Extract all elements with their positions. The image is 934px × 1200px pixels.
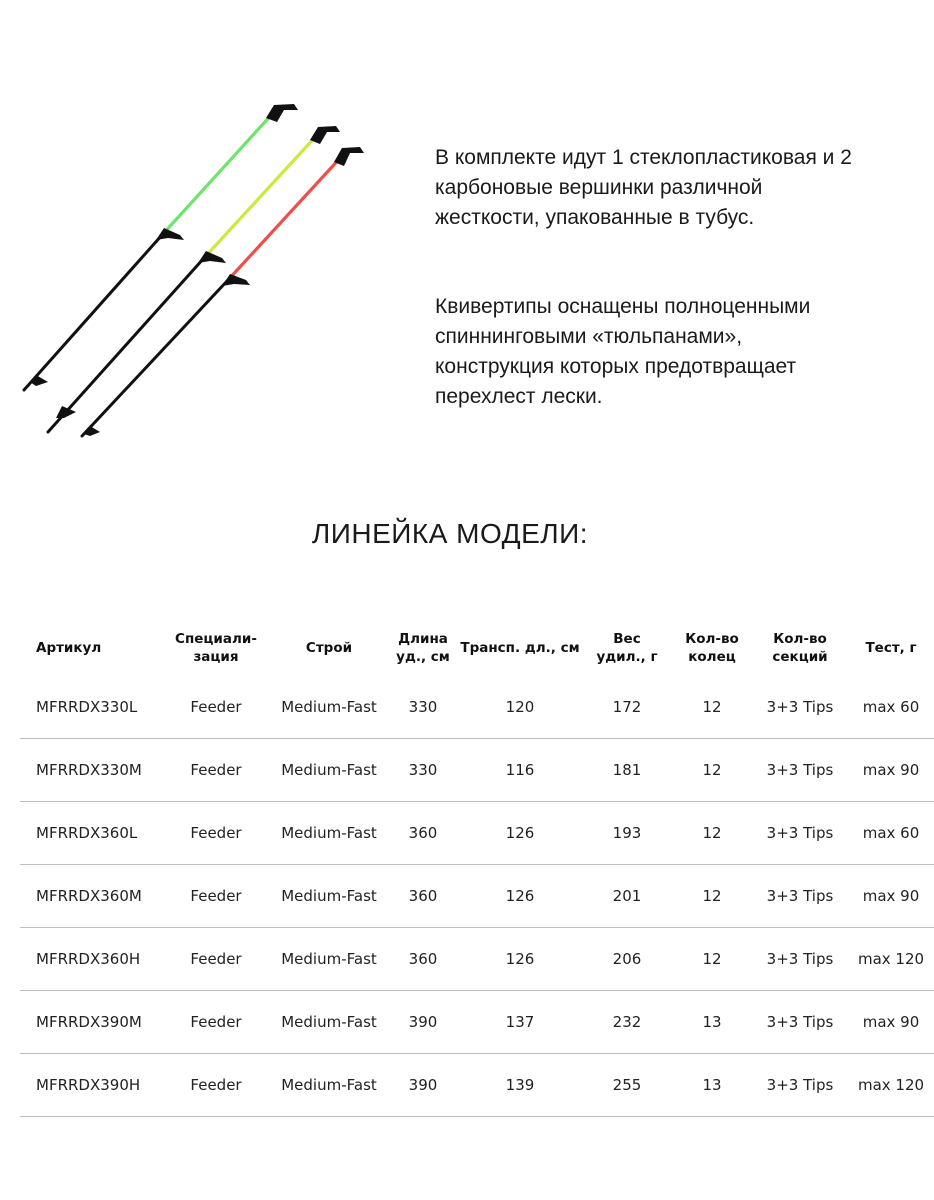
- cell-test: max 120: [848, 928, 934, 991]
- cell-test: max 120: [848, 1054, 934, 1117]
- description-paragraph-2: Квивертипы оснащены полноценными спиннинговыми «тюльпанами», конструкция которых предотвращает перехлест лески.: [435, 295, 811, 408]
- cell-length: 390: [388, 1054, 458, 1117]
- cell-spec: Feeder: [162, 865, 270, 928]
- lineup-title: ЛИНЕЙКА МОДЕЛИ:: [311, 518, 589, 549]
- cell-article: MFRRDX330L: [20, 676, 162, 739]
- cell-rings: 12: [672, 739, 752, 802]
- table-row: [20, 1054, 934, 1117]
- cell-spec: Feeder: [162, 802, 270, 865]
- cell-article: MFRRDX360H: [20, 928, 162, 991]
- cell-article: MFRRDX390H: [20, 1054, 162, 1117]
- header-test: Тест, г: [865, 640, 917, 656]
- cell-weight: 255: [582, 1054, 672, 1117]
- table-row: [20, 991, 934, 1054]
- cell-sections: 3+3 Tips: [752, 676, 848, 739]
- header-article: Артикул: [36, 640, 102, 656]
- cell-sections: 3+3 Tips: [752, 802, 848, 865]
- cell-article: MFRRDX360M: [20, 865, 162, 928]
- cell-transport: 137: [458, 991, 582, 1054]
- cell-length: 360: [388, 802, 458, 865]
- cell-action: Medium-Fast: [270, 739, 388, 802]
- cell-action: Medium-Fast: [270, 991, 388, 1054]
- model-lineup-table: [20, 620, 934, 1117]
- cell-spec: Feeder: [162, 739, 270, 802]
- cell-action: Medium-Fast: [270, 865, 388, 928]
- cell-sections: 3+3 Tips: [752, 991, 848, 1054]
- cell-weight: 172: [582, 676, 672, 739]
- cell-action: Medium-Fast: [270, 676, 388, 739]
- cell-article: MFRRDX390M: [20, 991, 162, 1054]
- cell-rings: 12: [672, 802, 752, 865]
- cell-test: max 60: [848, 802, 934, 865]
- cell-length: 360: [388, 928, 458, 991]
- cell-transport: 139: [458, 1054, 582, 1117]
- table-body: [20, 676, 934, 1117]
- description-paragraph-1: В комплекте идут 1 стеклопластиковая и 2 карбоновые вершинки различной жесткости, упакованные в тубус.: [435, 146, 852, 229]
- cell-weight: 201: [582, 865, 672, 928]
- header-length: Длина уд., см: [396, 631, 450, 665]
- cell-action: Medium-Fast: [270, 802, 388, 865]
- header-weight: Вес удил., г: [596, 631, 658, 665]
- cell-rings: 12: [672, 676, 752, 739]
- header-action: Строй: [305, 640, 353, 656]
- header-sections: Кол-во секций: [772, 631, 828, 665]
- cell-sections: 3+3 Tips: [752, 865, 848, 928]
- table-row: [20, 865, 934, 928]
- table-row: [20, 739, 934, 802]
- table-header-row: [20, 620, 934, 676]
- cell-sections: 3+3 Tips: [752, 928, 848, 991]
- cell-weight: 206: [582, 928, 672, 991]
- cell-weight: 193: [582, 802, 672, 865]
- cell-length: 390: [388, 991, 458, 1054]
- cell-spec: Feeder: [162, 1054, 270, 1117]
- cell-action: Medium-Fast: [270, 928, 388, 991]
- cell-transport: 116: [458, 739, 582, 802]
- cell-spec: Feeder: [162, 991, 270, 1054]
- cell-article: MFRRDX360L: [20, 802, 162, 865]
- cell-rings: 13: [672, 1054, 752, 1117]
- cell-transport: 126: [458, 802, 582, 865]
- quivertip-red: [82, 147, 364, 436]
- cell-transport: 126: [458, 865, 582, 928]
- cell-rings: 13: [672, 991, 752, 1054]
- cell-sections: 3+3 Tips: [752, 1054, 848, 1117]
- cell-test: max 90: [848, 739, 934, 802]
- cell-length: 360: [388, 865, 458, 928]
- cell-rings: 12: [672, 865, 752, 928]
- table-row: [20, 802, 934, 865]
- cell-test: max 60: [848, 676, 934, 739]
- cell-weight: 232: [582, 991, 672, 1054]
- cell-transport: 126: [458, 928, 582, 991]
- cell-spec: Feeder: [162, 676, 270, 739]
- cell-action: Medium-Fast: [270, 1054, 388, 1117]
- cell-length: 330: [388, 739, 458, 802]
- header-transport-length: Трансп. дл., см: [460, 640, 580, 656]
- cell-rings: 12: [672, 928, 752, 991]
- cell-sections: 3+3 Tips: [752, 739, 848, 802]
- cell-weight: 181: [582, 739, 672, 802]
- cell-test: max 90: [848, 991, 934, 1054]
- quivertips-illustration: [22, 100, 372, 440]
- cell-article: MFRRDX330M: [20, 739, 162, 802]
- cell-spec: Feeder: [162, 928, 270, 991]
- header-specialization: Специали- зация: [175, 631, 257, 665]
- cell-length: 330: [388, 676, 458, 739]
- header-rings: Кол-во колец: [685, 631, 739, 665]
- table-row: [20, 676, 934, 739]
- table-row: [20, 928, 934, 991]
- cell-transport: 120: [458, 676, 582, 739]
- cell-test: max 90: [848, 865, 934, 928]
- quivertip-yellow: [48, 126, 340, 432]
